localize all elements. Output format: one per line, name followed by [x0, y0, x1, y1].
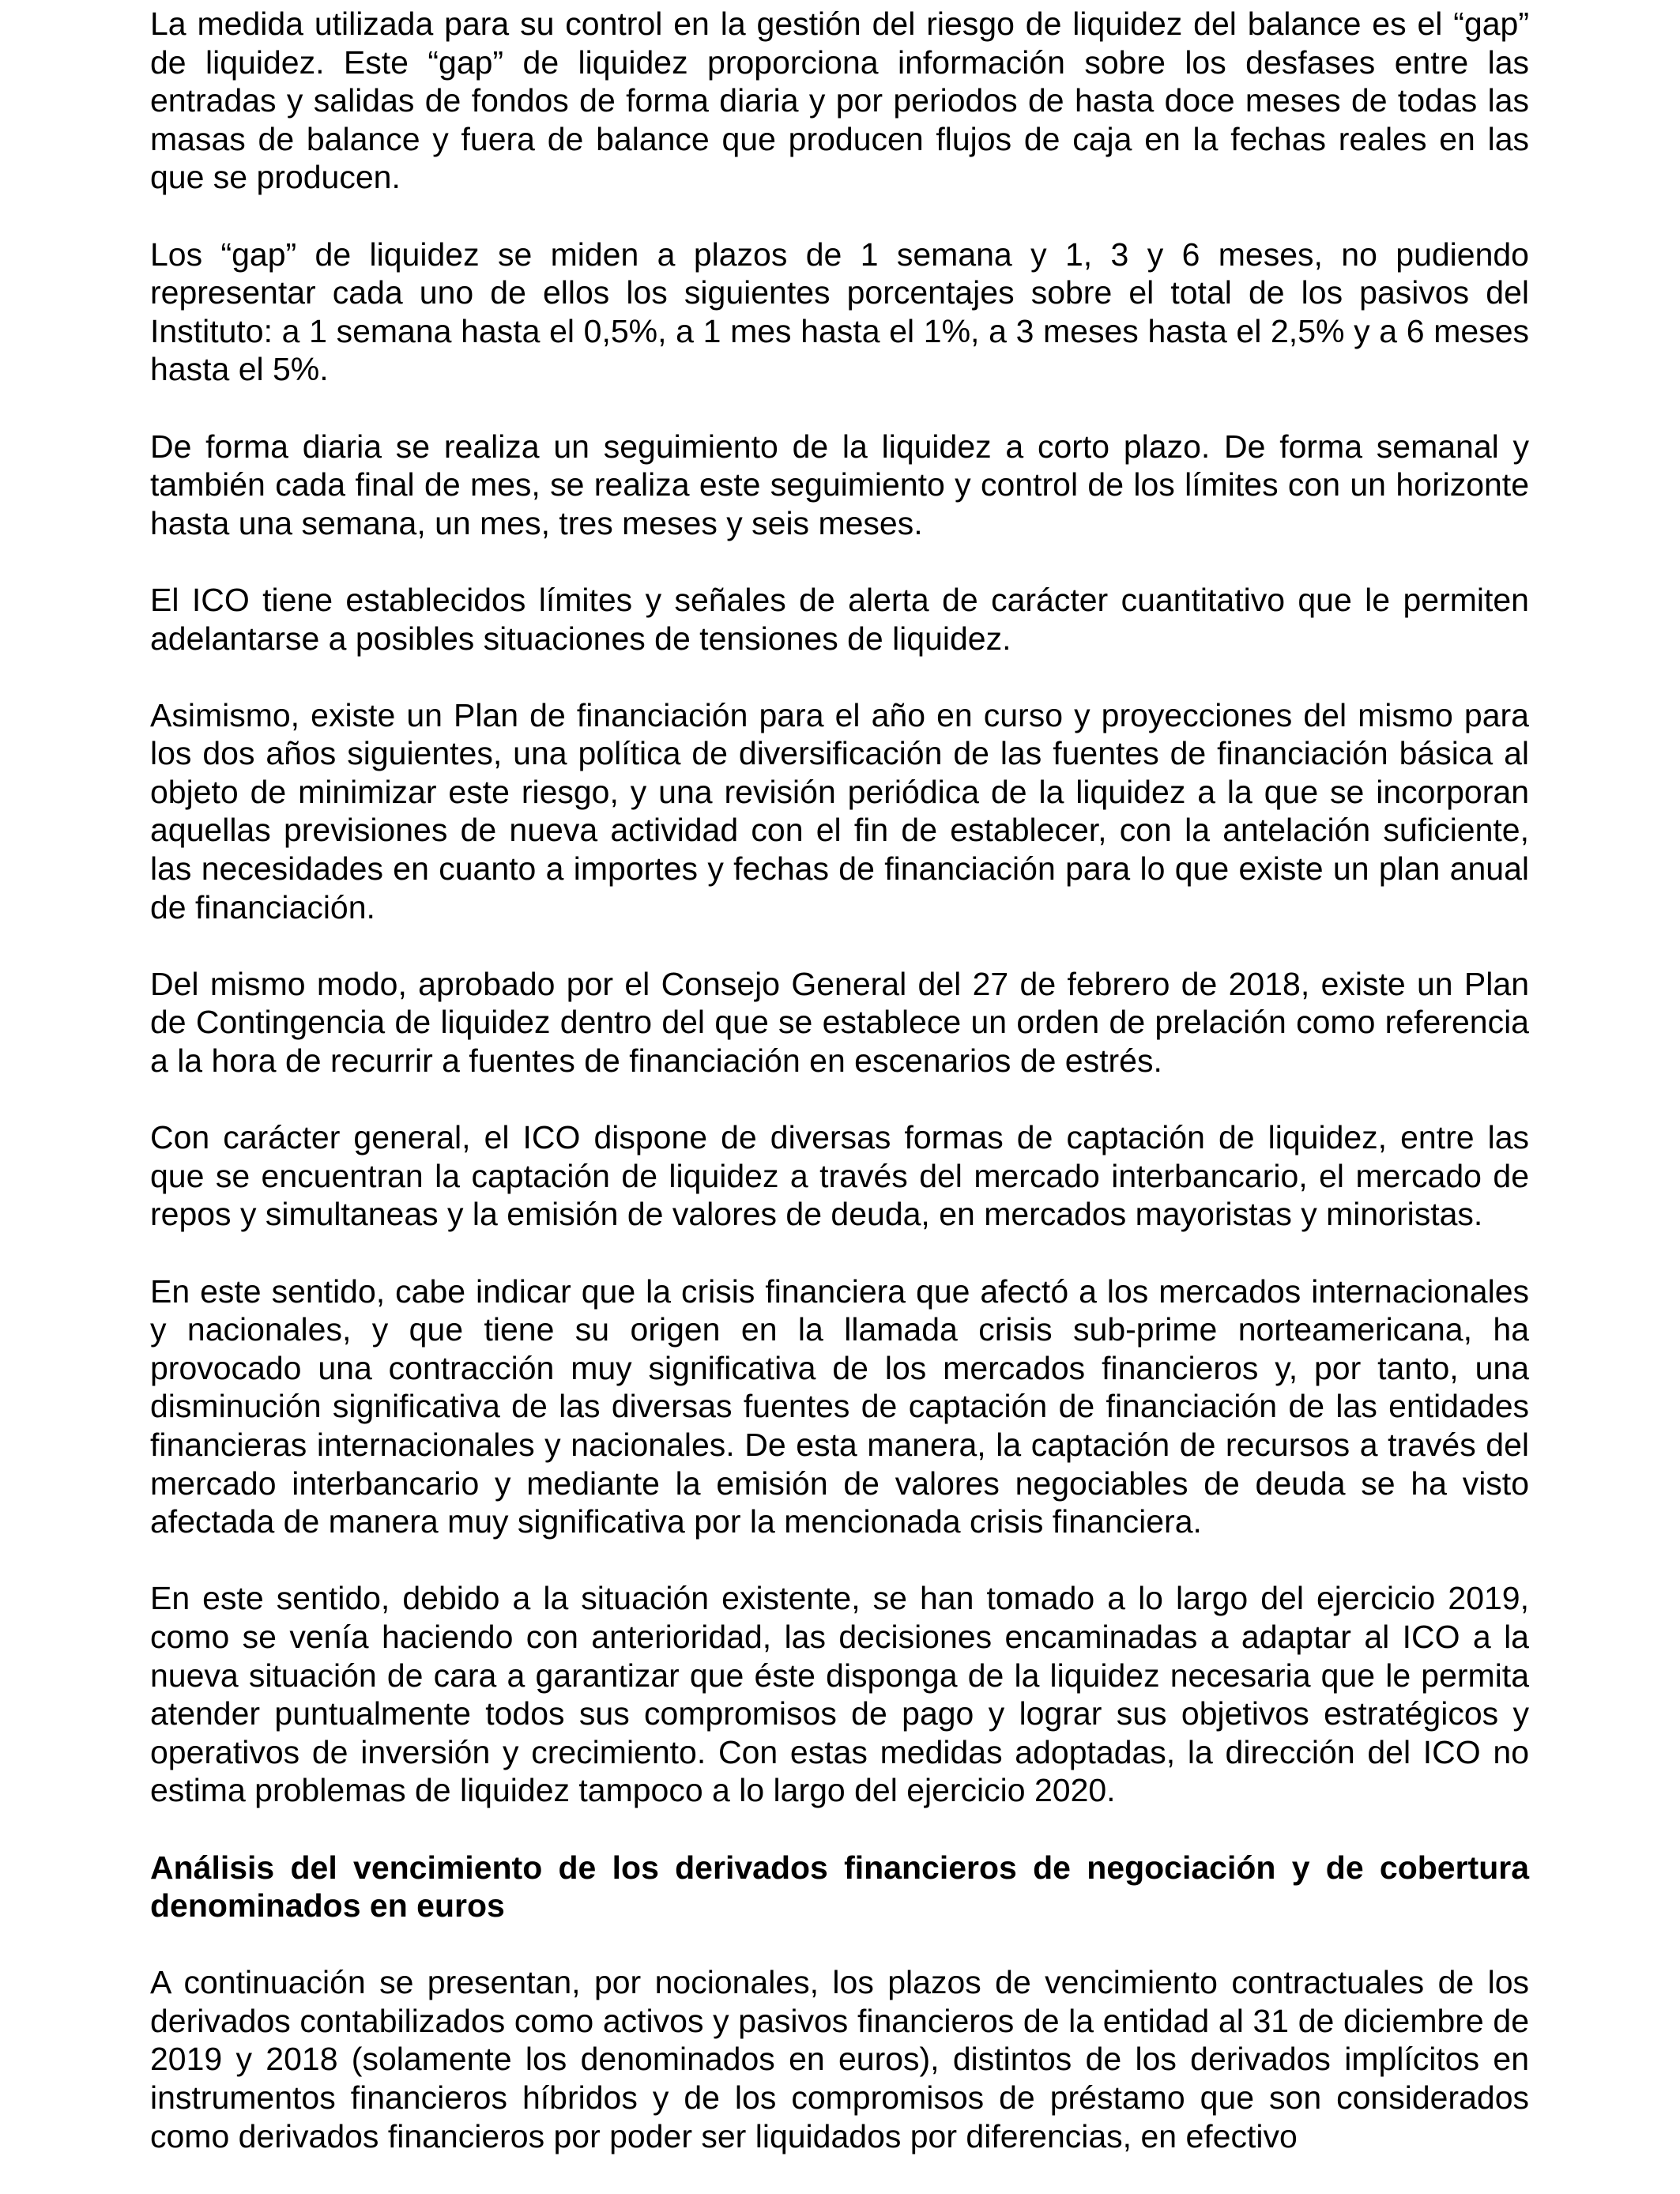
- paragraph-plan-financiacion: Asimismo, existe un Plan de financiación para el año en curso y proyecciones del mismo para los dos años siguientes, una política de diversificación de las fuentes de financiación básica al objeto de minimizar este riesgo, y una revisión periódica de la liquidez a la que se incorporan aquellas previsiones de nueva actividad con el fin de establecer, con la antelación suficiente, las necesidades en cuanto a importes y fechas de financiación para lo que existe un plan anual de financiación.: [150, 696, 1529, 925]
- paragraph-vencimientos-derivados: A continuación se presentan, por nocionales, los plazos de vencimiento contractuales de los derivados contabilizados como activos y pasivos financieros de la entidad al 31 de diciembre de 2019 y 2018 (solamente los denominados en euros), distintos de los derivados implícitos en instrumentos financieros híbridos y de los compromisos de préstamo que son considerados como derivados financieros por poder ser liquidados por diferencias, en efectivo: [150, 1964, 1529, 2154]
- paragraph-ejercicio-2019: En este sentido, debido a la situación existente, se han tomado a lo largo del ejercicio 2019, como se venía haciendo con anterioridad, las decisiones encaminadas a adaptar al ICO a la nueva situación de cara a garantizar que éste disponga de la liquidez necesaria que le permita atender puntualmente todos sus compromisos de pago y lograr sus objetivos estratégicos y operativos de inversión y crecimiento. Con estas medidas adoptadas, la dirección del ICO no estima problemas de liquidez tampoco a lo largo del ejercicio 2020.: [150, 1580, 1529, 1809]
- paragraph-gap-liquidez: La medida utilizada para su control en la gestión del riesgo de liquidez del balance es el “gap” de liquidez. Este “gap” de liquidez proporciona información sobre los desfases entre las entradas y salidas de fondos de forma diaria y por periodos de hasta doce meses de todas las masas de balance y fuera de balance que producen flujos de caja en la fechas reales en las que se producen.: [150, 6, 1529, 196]
- paragraph-crisis-financiera: En este sentido, cabe indicar que la crisis financiera que afectó a los mercados internacionales y nacionales, y que tiene su origen en la llamada crisis sub-prime norteamericana, ha provocado una contracción muy significativa de los mercados financieros y, por tanto, una disminución significativa de las diversas fuentes de captación de financiación de las entidades financieras internacionales y nacionales. De esta manera, la captación de recursos a través del mercado interbancario y mediante la emisión de valores negociables de deuda se ha visto afectada de manera muy significativa por la mencionada crisis financiera.: [150, 1272, 1529, 1540]
- section-heading: Análisis del vencimiento de los derivados financieros de negociación y de cobertura denominados en euros: [150, 1849, 1529, 1924]
- paragraph-captacion-liquidez: Con carácter general, el ICO dispone de diversas formas de captación de liquidez, entre las que se encuentran la captación de liquidez a través del mercado interbancario, el mercado de repos y simultaneas y la emisión de valores de deuda, en mercados mayoristas y minoristas.: [150, 1119, 1529, 1233]
- document-page: [150, 5, 1529, 2194]
- paragraph-seguimiento-diario: De forma diaria se realiza un seguimiento de la liquidez a corto plazo. De forma semanal y también cada final de mes, se realiza este seguimiento y control de los límites con un horizonte hasta una semana, un mes, tres meses y seis meses.: [150, 428, 1529, 541]
- paragraph-plazos-gap: Los “gap” de liquidez se miden a plazos de 1 semana y 1, 3 y 6 meses, no pudiendo representar cada uno de ellos los siguientes porcentajes sobre el total de los pasivos del Instituto: a 1 semana hasta el 0,5%, a 1 mes hasta el 1%, a 3 meses hasta el 2,5% y a 6 meses hasta el 5%.: [150, 236, 1529, 388]
- paragraph-plan-contingencia: Del mismo modo, aprobado por el Consejo General del 27 de febrero de 2018, existe un Plan de Contingencia de liquidez dentro del que se establece un orden de prelación como referencia a la hora de recurrir a fuentes de financiación en escenarios de estrés.: [150, 965, 1529, 1080]
- paragraph-limites-alerta: El ICO tiene establecidos límites y señales de alerta de carácter cuantitativo que le permiten adelantarse a posibles situaciones de tensiones de liquidez.: [150, 581, 1529, 657]
